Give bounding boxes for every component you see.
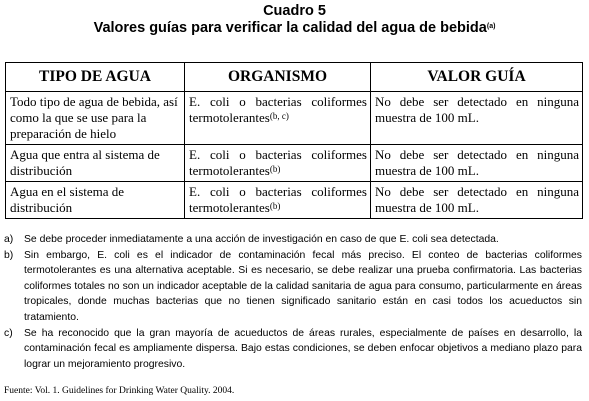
guidelines-table	[5, 62, 583, 219]
subtitle-text: Valores guías para verificar la calidad del agua de bebida	[93, 20, 487, 36]
cell-valor: No debe ser detectado en ninguna muestra de 100 mL.	[371, 182, 583, 219]
organismo-note-mark: (b)	[269, 164, 281, 174]
table-row	[6, 182, 583, 219]
cell-organismo	[185, 92, 371, 145]
cell-valor: No debe ser detectado en ninguna muestra de 100 mL.	[371, 92, 583, 145]
cell-organismo	[185, 145, 371, 182]
subtitle-note-mark: (a)	[486, 23, 496, 30]
source-citation: Fuente: Vol. 1. Guidelines for Drinking Water Quality. 2004.	[4, 386, 235, 396]
table-title: Cuadro 5	[263, 3, 326, 19]
footnote	[4, 248, 582, 326]
table-row	[6, 92, 583, 145]
footnote-label: a)	[4, 234, 14, 245]
organismo-note-mark: (b, c)	[269, 111, 289, 121]
footnote	[4, 232, 582, 248]
footnote-label: c)	[4, 327, 13, 339]
header-organismo: ORGANISMO	[185, 63, 371, 92]
organismo-text: E. coli o bacterias coliformes termotolerantes	[189, 184, 367, 215]
cell-tipo: Todo tipo de agua de bebida, así como la que se use para la preparación de hielo	[6, 92, 185, 145]
organismo-text: E. coli o bacterias coliformes termotolerantes	[189, 147, 367, 178]
header-tipo: TIPO DE AGUA	[6, 63, 185, 92]
footnote-text: Se ha reconocido que la gran mayoría de acueductos de áreas rurales, especialmente de países en desarrollo, la contaminación fecal es ampliamente dispersa. Bajo estas condiciones, se deben enfocar objetivos a mediano plazo para lograr un mejoramiento progresivo.	[24, 327, 582, 370]
organismo-note-mark: (b)	[269, 201, 281, 211]
table-header-row	[6, 63, 583, 92]
cell-valor: No debe ser detectado en ninguna muestra de 100 mL.	[371, 145, 583, 182]
footnote-text: Se debe proceder inmediatamente a una acción de investigación en caso de que E. coli sea detectada.	[24, 234, 499, 245]
cell-organismo	[185, 182, 371, 219]
cell-tipo: Agua en el sistema de distribución	[6, 182, 185, 219]
footnote	[4, 326, 582, 373]
table-row	[6, 145, 583, 182]
footnotes	[4, 232, 582, 372]
footnote-text: Sin embargo, E. coli es el indicador de contaminación fecal más preciso. El conteo de bacterias coliformes termotolerantes es una alternativa aceptable. Si es necesario, se debe realizar una prueba confirmatoria. Las bacterias coliformes totales no son un indicador aceptable de la calidad sanitaria de agua para consumo, particularmente en áreas tropicales, donde muchas bacterias que no tienen significado sanitario están en casi todos los acueductos sin tratamiento.	[24, 249, 582, 323]
organismo-text: E. coli o bacterias coliformes termotolerantes	[189, 94, 367, 125]
cell-tipo: Agua que entra al sistema de distribución	[6, 145, 185, 182]
table-subtitle	[0, 20, 589, 36]
header-valor: VALOR GUÍA	[371, 63, 583, 92]
footnote-label: b)	[4, 249, 14, 261]
